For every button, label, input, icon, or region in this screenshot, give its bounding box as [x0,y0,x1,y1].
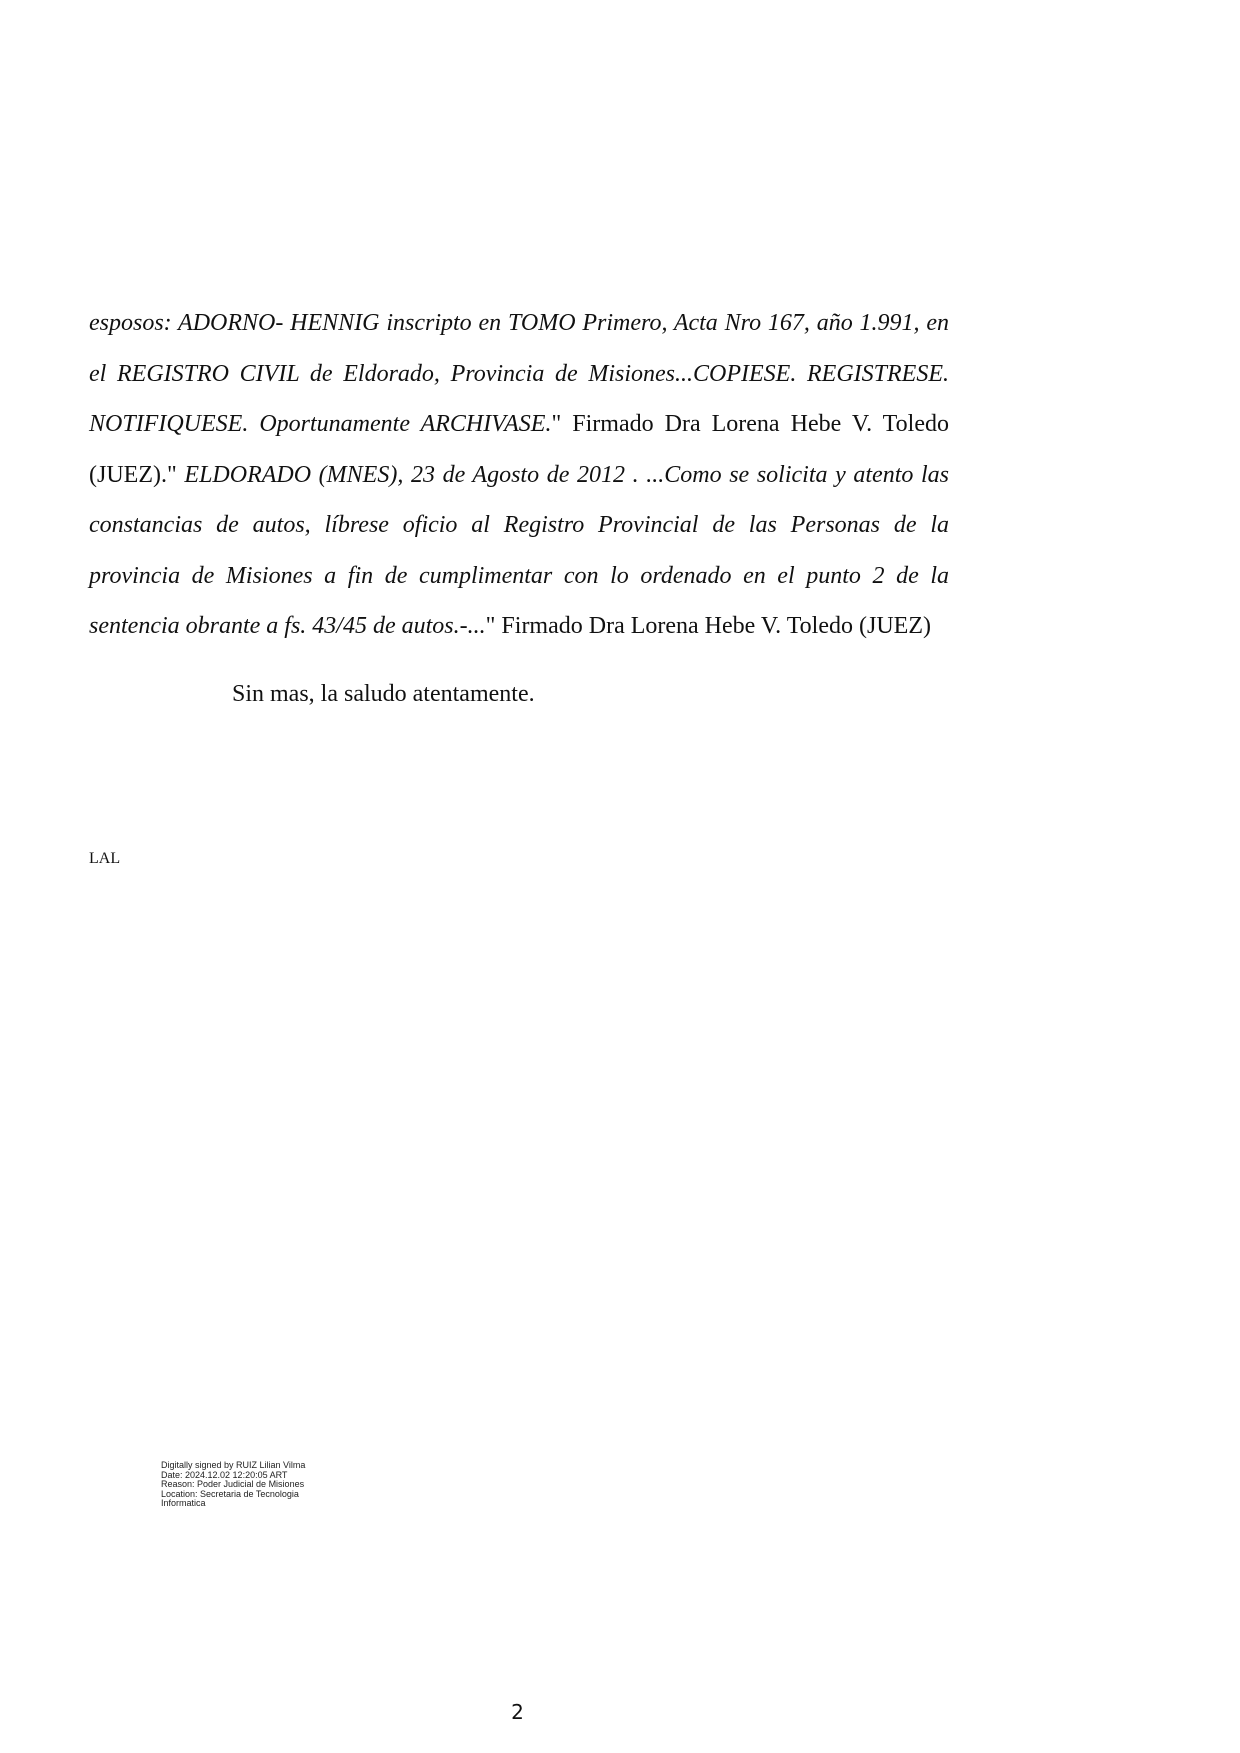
signature-reason: Reason: Poder Judicial de Misiones [161,1479,305,1489]
body-text-regular-1: " Firmado Dra Lorena Hebe V. Toledo (JUEZ)." [89,411,949,488]
body-text-italic-2: ELDORADO (MNES), 23 de Agosto de 2012 . ...Como se solicita y atento las constancias de autos, líbrese oficio al Registro Provincial de las Personas de la provincia de Misiones a fin de cumplimentar con lo ordenado en el punto 2 de la sentencia obrante a fs. 43/45 de autos.-... [89,461,950,639]
body-text-italic-1: esposos: ADORNO- HENNIG inscripto en TOMO Primero, Acta Nro 167, año 1.991, en el REGISTRO CIVIL de Eldorado, Provincia de Misiones...COPIESE. REGISTRESE. NOTIFIQUESE. Oportunamente ARCHIVASE. [89,310,949,437]
signature-location: Location: Secretaria de Tecnologia [161,1488,299,1499]
digital-signature-block [161,1461,305,1509]
body-text-regular-2: " Firmado Dra Lorena Hebe V. Toledo (JUEZ) [485,613,931,639]
author-initials: LAL [89,850,121,867]
signature-date: Date: 2024.12.02 12:20:05 ART [161,1469,288,1480]
closing-line: Sin mas, la saludo atentamente. [232,681,535,707]
signature-location-cont: Informatica [161,1498,206,1508]
signature-signer: Digitally signed by RUIZ Lilian Vilma [161,1460,306,1470]
body-paragraph [89,298,949,652]
page-number: 2 [511,1700,524,1724]
